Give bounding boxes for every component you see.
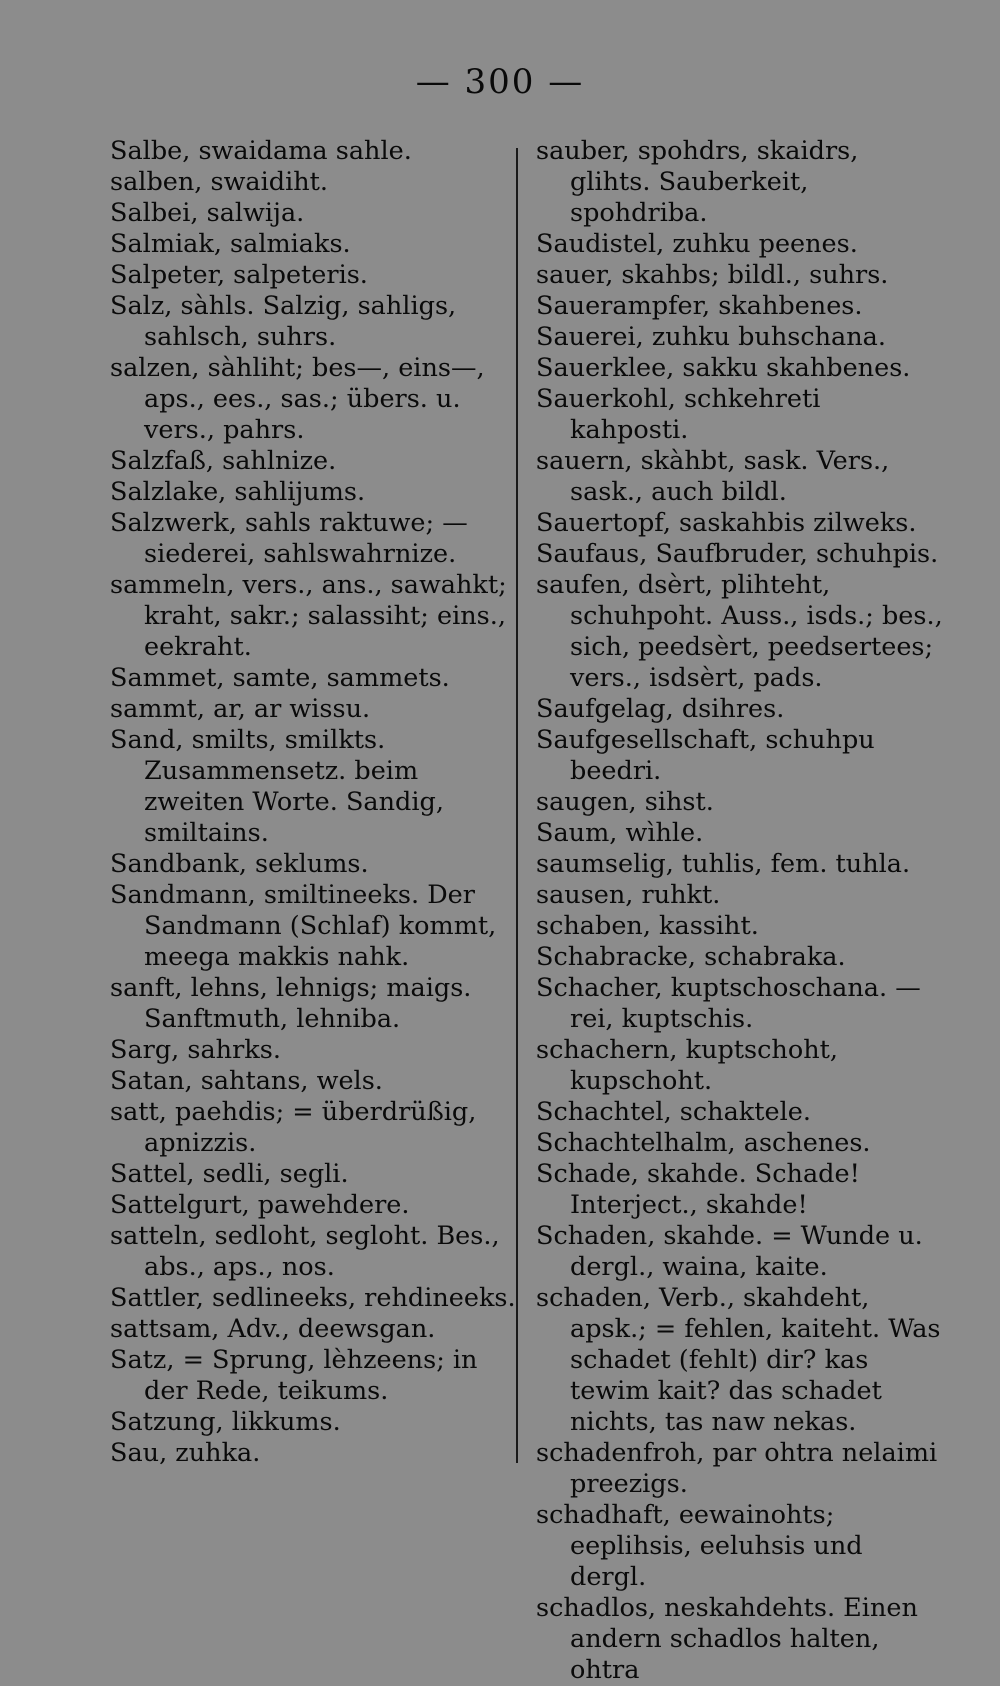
dictionary-entry: Satz, = Sprung, lèhzeens; in der Rede, teikums. [110, 1345, 478, 1406]
dictionary-entry: Sauerei, zuhku buhschana. [536, 322, 886, 352]
dictionary-entry: Salmiak, salmiaks. [110, 229, 351, 259]
dictionary-entry: Satzung, likkums. [110, 1407, 341, 1437]
dictionary-entry: Sauerampfer, skahbenes. [536, 291, 863, 321]
dictionary-entry: Salbe, swaidama sahle. [110, 136, 412, 166]
dictionary-entry: Sauerklee, sakku skahbenes. [536, 353, 911, 383]
dictionary-entry: schaben, kassiht. [536, 911, 759, 941]
dictionary-entry: Schachtel, schaktele. [536, 1097, 811, 1127]
dictionary-entry: Satan, sahtans, wels. [110, 1066, 383, 1096]
dictionary-entry: saufen, dsèrt, plihteht, schuhpoht. Auss., isds.; bes., sich, peedsèrt, peedsertees; vers., isdsèrt, pads. [536, 570, 943, 693]
right-column [536, 136, 946, 1686]
dictionary-entry: saugen, sihst. [536, 787, 714, 817]
dictionary-entry: Sauerkohl, schkehreti kahposti. [536, 384, 821, 445]
dictionary-entry: schadlos, neskahdehts. Einen andern schadlos halten, ohtra [536, 1593, 918, 1685]
dictionary-entry: Schade, skahde. Schade! Interject., skahde! [536, 1159, 860, 1220]
dictionary-entry: Saufgelag, dsihres. [536, 694, 785, 724]
dictionary-entry: Sandbank, seklums. [110, 849, 369, 879]
dictionary-entry: sammeln, vers., ans., sawahkt; kraht, sakr.; salassiht; eins., eekraht. [110, 570, 507, 662]
dictionary-entry: Schachtelhalm, aschenes. [536, 1128, 871, 1158]
dictionary-entry: salben, swaidiht. [110, 167, 329, 197]
dictionary-entry: Sandmann, smiltineeks. Der Sandmann (Schlaf) kommt, meega makkis nahk. [110, 880, 497, 972]
dictionary-entry: Saufgesellschaft, schuhpu beedri. [536, 725, 875, 786]
dictionary-entry: Salpeter, salpeteris. [110, 260, 368, 290]
dictionary-entry: Saufaus, Saufbruder, schuhpis. [536, 539, 939, 569]
dictionary-entry: Schacher, kuptschoschana. —rei, kuptschis. [536, 973, 921, 1034]
dictionary-entry: Schaden, skahde. = Wunde u. dergl., waina, kaite. [536, 1221, 923, 1282]
dictionary-entry: satt, paehdis; = überdrüßig, apnizzis. [110, 1097, 477, 1158]
dictionary-entry: saumselig, tuhlis, fem. tuhla. [536, 849, 911, 879]
dictionary-entry: sauber, spohdrs, skaidrs, glihts. Sauberkeit, spohdriba. [536, 136, 859, 228]
dictionary-entry: Sarg, sahrks. [110, 1035, 281, 1065]
dictionary-entry: Sammet, samte, sammets. [110, 663, 450, 693]
dictionary-entry: Schabracke, schabraka. [536, 942, 846, 972]
dictionary-entry: schaden, Verb., skahdeht, apsk.; = fehlen, kaiteht. Was schadet (fehlt) dir? kas tewim kait? das schadet nichts, tas naw nekas. [536, 1283, 941, 1437]
dictionary-entry: satteln, sedloht, segloht. Bes., abs., aps., nos. [110, 1221, 500, 1282]
dictionary-entry: Sand, smilts, smilkts. Zusammensetz. beim zweiten Worte. Sandig, smiltains. [110, 725, 444, 848]
dictionary-entry: Saum, wìhle. [536, 818, 704, 848]
dictionary-entry: sauer, skahbs; bildl., suhrs. [536, 260, 889, 290]
left-column [110, 136, 520, 1469]
dictionary-entry: sammt, ar, ar wissu. [110, 694, 371, 724]
dictionary-entry: sattsam, Adv., deewsgan. [110, 1314, 436, 1344]
dictionary-entry: Salbei, salwija. [110, 198, 305, 228]
dictionary-entry: salzen, sàhliht; bes—, eins—, aps., ees., sas.; übers. u. vers., pahrs. [110, 353, 485, 445]
dictionary-entry: Salzlake, sahlijums. [110, 477, 366, 507]
dictionary-entry: Sau, zuhka. [110, 1438, 261, 1468]
dictionary-entry: Sattelgurt, pawehdere. [110, 1190, 410, 1220]
dictionary-entry: Saudistel, zuhku peenes. [536, 229, 858, 259]
dictionary-entry: sauern, skàhbt, sask. Vers., sask., auch bildl. [536, 446, 890, 507]
dictionary-entry: schachern, kuptschoht, kupschoht. [536, 1035, 838, 1096]
dictionary-entry: sausen, ruhkt. [536, 880, 721, 910]
dictionary-entry: schadenfroh, par ohtra nelaimi preezigs. [536, 1438, 938, 1499]
dictionary-entry: Sattel, sedli, segli. [110, 1159, 349, 1189]
dictionary-entry: Salzwerk, sahls raktuwe; —siederei, sahlswahrnize. [110, 508, 468, 569]
dictionary-entry: sanft, lehns, lehnigs; maigs. Sanftmuth, lehniba. [110, 973, 472, 1034]
dictionary-entry: Salzfaß, sahlnize. [110, 446, 337, 476]
dictionary-entry: Salz, sàhls. Salzig, sahligs, sahlsch, suhrs. [110, 291, 457, 352]
dictionary-entry: schadhaft, eewainohts; eeplihsis, eeluhsis und dergl. [536, 1500, 863, 1592]
dictionary-entry: Sattler, sedlineeks, rehdineeks. [110, 1283, 516, 1313]
page-number: — 300 — [415, 62, 585, 102]
dictionary-entry: Sauertopf, saskahbis zilweks. [536, 508, 917, 538]
